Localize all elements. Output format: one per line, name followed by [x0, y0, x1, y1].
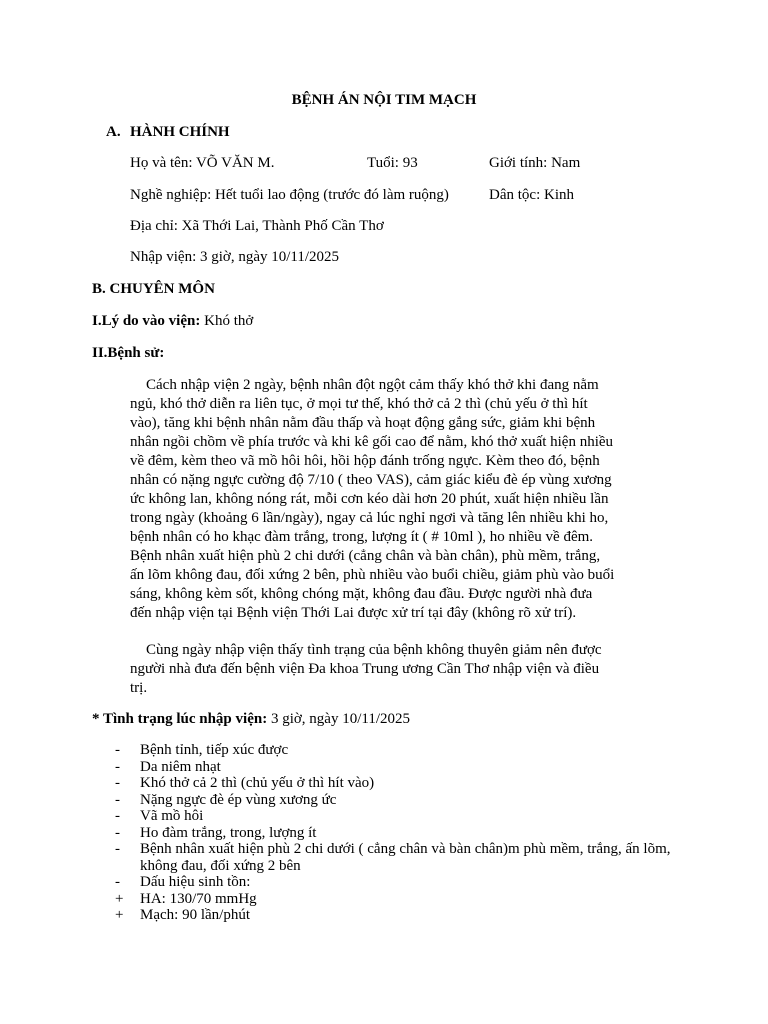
list-marker: +	[115, 907, 124, 923]
list-item-text: Bệnh tỉnh, tiếp xúc được	[140, 742, 289, 758]
status-value: 3 giờ, ngày 10/11/2025	[267, 711, 410, 727]
history-label: II.Bệnh sử:	[92, 345, 165, 361]
list-item	[115, 808, 675, 825]
section-b-title: B. CHUYÊN MÔN	[92, 281, 215, 297]
history-paragraph-1: Cách nhập viện 2 ngày, bệnh nhân đột ngột cảm thấy khó thở khi đang nằm ngủ, khó thở diễn ra liên tục, ở mọi tư thế, khó thở cả 2 thì (chủ yếu ở thì hít vào), tăng khi bệnh nhân nằm đầu thấp và hoạt động gắng sức, giảm khi bệnh nhân ngồi chồm về phía trước và khi kê gối cao để nằm, khó thở xuất hiện nhiều về đêm, kèm theo vã mồ hôi hôi, hồi hộp đánh trống ngực. Kèm theo đó, bệnh nhân có nặng ngực cường độ 7/10 ( theo VAS), cảm giác kiểu đè ép vùng xương ức không lan, không nóng rát, mỗi cơn kéo dài hơn 20 phút, xuất hiện nhiều lần trong ngày (khoảng 6 lần/ngày), ngay cả lúc nghỉ ngơi và tăng lên nhiều khi ho, bệnh nhân có ho khạc đàm trắng, trong, lượng ít ( # 10ml ), ho nhiều về đêm. Bệnh nhân xuất hiện phù 2 chi dưới (cẳng chân và bàn chân), phù mềm, trắng, ấn lõm không đau, đối xứng 2 bên, phù nhiều vào buổi chiều, giảm phù vào buổi sáng, không kèm sốt, không chóng mặt, không đau đầu. Được người nhà đưa đến nhập viện tại Bệnh viện Thới Lai được xử trí tại đây (không rõ xử trí).	[130, 377, 615, 621]
admission-time: Nhập viện: 3 giờ, ngày 10/11/2025	[130, 249, 340, 265]
list-item	[115, 874, 675, 891]
status-list	[115, 742, 675, 924]
list-item-text: Da niêm nhạt	[140, 758, 221, 775]
list-item-text: Nặng ngực đè ép vùng xương ức	[140, 791, 337, 808]
list-marker: -	[115, 791, 120, 808]
list-item	[115, 792, 675, 809]
admission-reason	[92, 313, 253, 330]
list-marker: -	[115, 758, 120, 775]
list-item	[115, 841, 675, 874]
list-item	[115, 759, 675, 776]
patient-age: Tuổi: 93	[367, 155, 418, 171]
list-marker: -	[115, 742, 120, 758]
list-item	[115, 825, 675, 842]
list-item-text: Vã mồ hôi	[140, 808, 204, 824]
list-item	[115, 742, 675, 759]
patient-address: Địa chỉ: Xã Thới Lai, Thành Phố Cần Thơ	[130, 218, 384, 234]
list-item-text: Bệnh nhân xuất hiện phù 2 chi dưới ( cẳng chân và bàn chân)m phù mềm, trắng, ấn lõm, không đau, đối xứng 2 bên	[140, 841, 671, 874]
list-item	[115, 891, 675, 908]
status-label: * Tình trạng lúc nhập viện:	[92, 711, 268, 727]
list-marker: -	[115, 775, 120, 791]
list-item	[115, 775, 675, 792]
list-item-text: HA: 130/70 mmHg	[140, 890, 257, 907]
history-paragraph-2: Cùng ngày nhập viện thấy tình trạng của bệnh không thuyên giảm nên được người nhà đưa đến bệnh viện Đa khoa Trung ương Cần Thơ nhập viện và điều trị.	[130, 642, 602, 696]
patient-name: Họ và tên: VÕ VĂN M.	[130, 155, 275, 171]
section-a-label: A.	[106, 124, 121, 140]
section-a-title: HÀNH CHÍNH	[130, 124, 230, 140]
list-marker: +	[115, 890, 124, 907]
list-item-text: Khó thở cả 2 thì (chủ yếu ở thì hít vào)	[140, 775, 375, 791]
reason-label: I.Lý do vào viện:	[92, 313, 201, 329]
patient-gender: Giới tính: Nam	[489, 155, 581, 171]
list-item-text: Mạch: 90 lần/phút	[140, 907, 250, 923]
patient-ethnic: Dân tộc: Kinh	[489, 187, 574, 203]
admission-status	[92, 711, 410, 728]
list-item	[115, 907, 675, 924]
list-marker: -	[115, 808, 120, 824]
list-marker: -	[115, 824, 120, 841]
list-marker: -	[115, 841, 120, 857]
list-marker: -	[115, 874, 120, 890]
document-title: BỆNH ÁN NỘI TIM MẠCH	[291, 92, 477, 108]
patient-job: Nghề nghiệp: Hết tuổi lao động (trước đó làm ruộng)	[130, 187, 449, 203]
reason-value: Khó thở	[200, 313, 254, 329]
list-item-text: Dấu hiệu sinh tồn:	[140, 874, 251, 890]
list-item-text: Ho đàm trắng, trong, lượng ít	[140, 824, 317, 841]
